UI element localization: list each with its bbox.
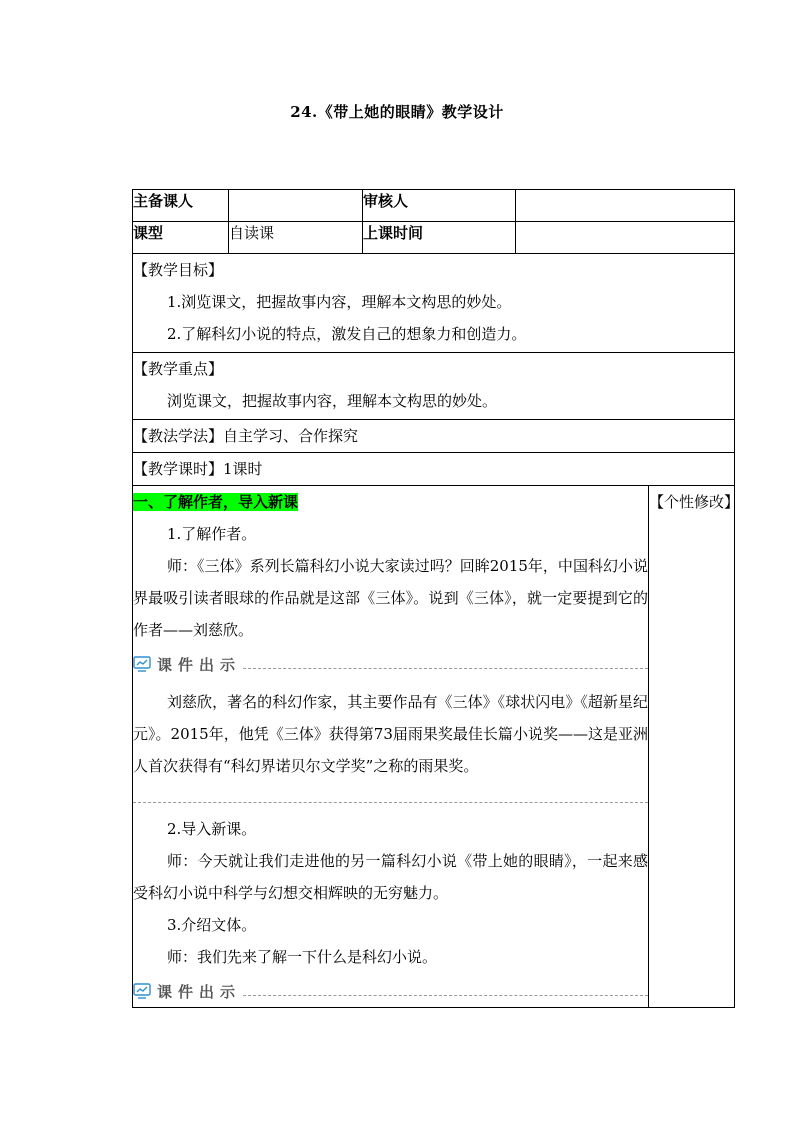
preparer-value [229,190,363,222]
key-points-row [133,353,735,420]
courseware-header-2 [133,975,648,1007]
courseware-icon [133,983,151,999]
class-time-label: 上课时间 [363,222,516,254]
courseware-icon [133,656,151,672]
process-row [133,486,735,1008]
header-row-1 [133,190,735,222]
personal-revision-column [649,486,740,1008]
hours-heading: 【教学课时】 [133,460,224,478]
class-time-value [516,222,735,254]
courseware-divider [243,668,648,669]
key-points-text: 浏览课文，把握故事内容，理解本文构思的妙处。 [167,392,498,410]
courseware-label-2: 课件出示 [157,982,242,1001]
teacher-paragraph-3: 师：我们先来了解一下什么是科幻小说。 [167,948,438,966]
methods-text: 自主学习、合作探究 [223,427,359,445]
goals-heading: 【教学目标】 [133,261,224,279]
courseware-divider-2 [243,995,648,996]
teacher-paragraph-1: 师：《三体》系列长篇科幻小说大家读过吗？回眸2015年，中国科幻小说界最吸引读者眼球的作品就是这部《三体》。说到《三体》，就一定要提到它的作者——刘慈欣。 [133,557,648,639]
teacher-paragraph-2: 师：今天就让我们走进他的另一篇科幻小说《带上她的眼睛》，一起来感受科幻小说中科学与幻想交相辉映的无穷魅力。 [133,852,648,902]
goal-item: 2.了解科幻小说的特点，激发自己的想象力和创造力。 [167,325,527,343]
step-3: 3.介绍文体。 [167,916,257,934]
step-2: 2.导入新课。 [167,820,257,838]
methods-heading: 【教法学法】 [133,427,224,445]
key-points-heading: 【教学重点】 [133,360,224,378]
goal-item: 1.浏览课文，把握故事内容，理解本文构思的妙处。 [167,293,512,311]
lesson-type-label: 课型 [133,222,229,254]
lesson-plan-table [132,189,740,1008]
reviewer-label: 审核人 [363,190,516,222]
header-row-2 [133,222,735,254]
courseware-end-divider [133,802,648,803]
courseware-label: 课件出示 [157,655,242,674]
goals-row [133,254,735,353]
reviewer-value [516,190,735,222]
step-1: 1.了解作者。 [167,525,257,543]
methods-row [133,420,735,453]
courseware-header [133,648,648,680]
hours-text: 1课时 [223,460,263,478]
preparer-label: 主备课人 [133,190,229,222]
courseware-text: 刘慈欣，著名的科幻作家，其主要作品有《三体》《球状闪电》《超新星纪元》。2015年，他凭《三体》获得第73届雨果奖最佳长篇小说奖——这是亚洲人首次获得有“科幻界诺贝尔文学奖”之称的雨果奖。 [133,693,648,775]
hours-row [133,453,735,486]
section-1-title: 一、了解作者，导入新课 [133,493,299,511]
page-title: 24.《带上她的眼睛》教学设计 [290,103,504,121]
lesson-type-value: 自读课 [229,222,363,254]
personal-revision-label: 【个性修改】 [649,493,740,511]
